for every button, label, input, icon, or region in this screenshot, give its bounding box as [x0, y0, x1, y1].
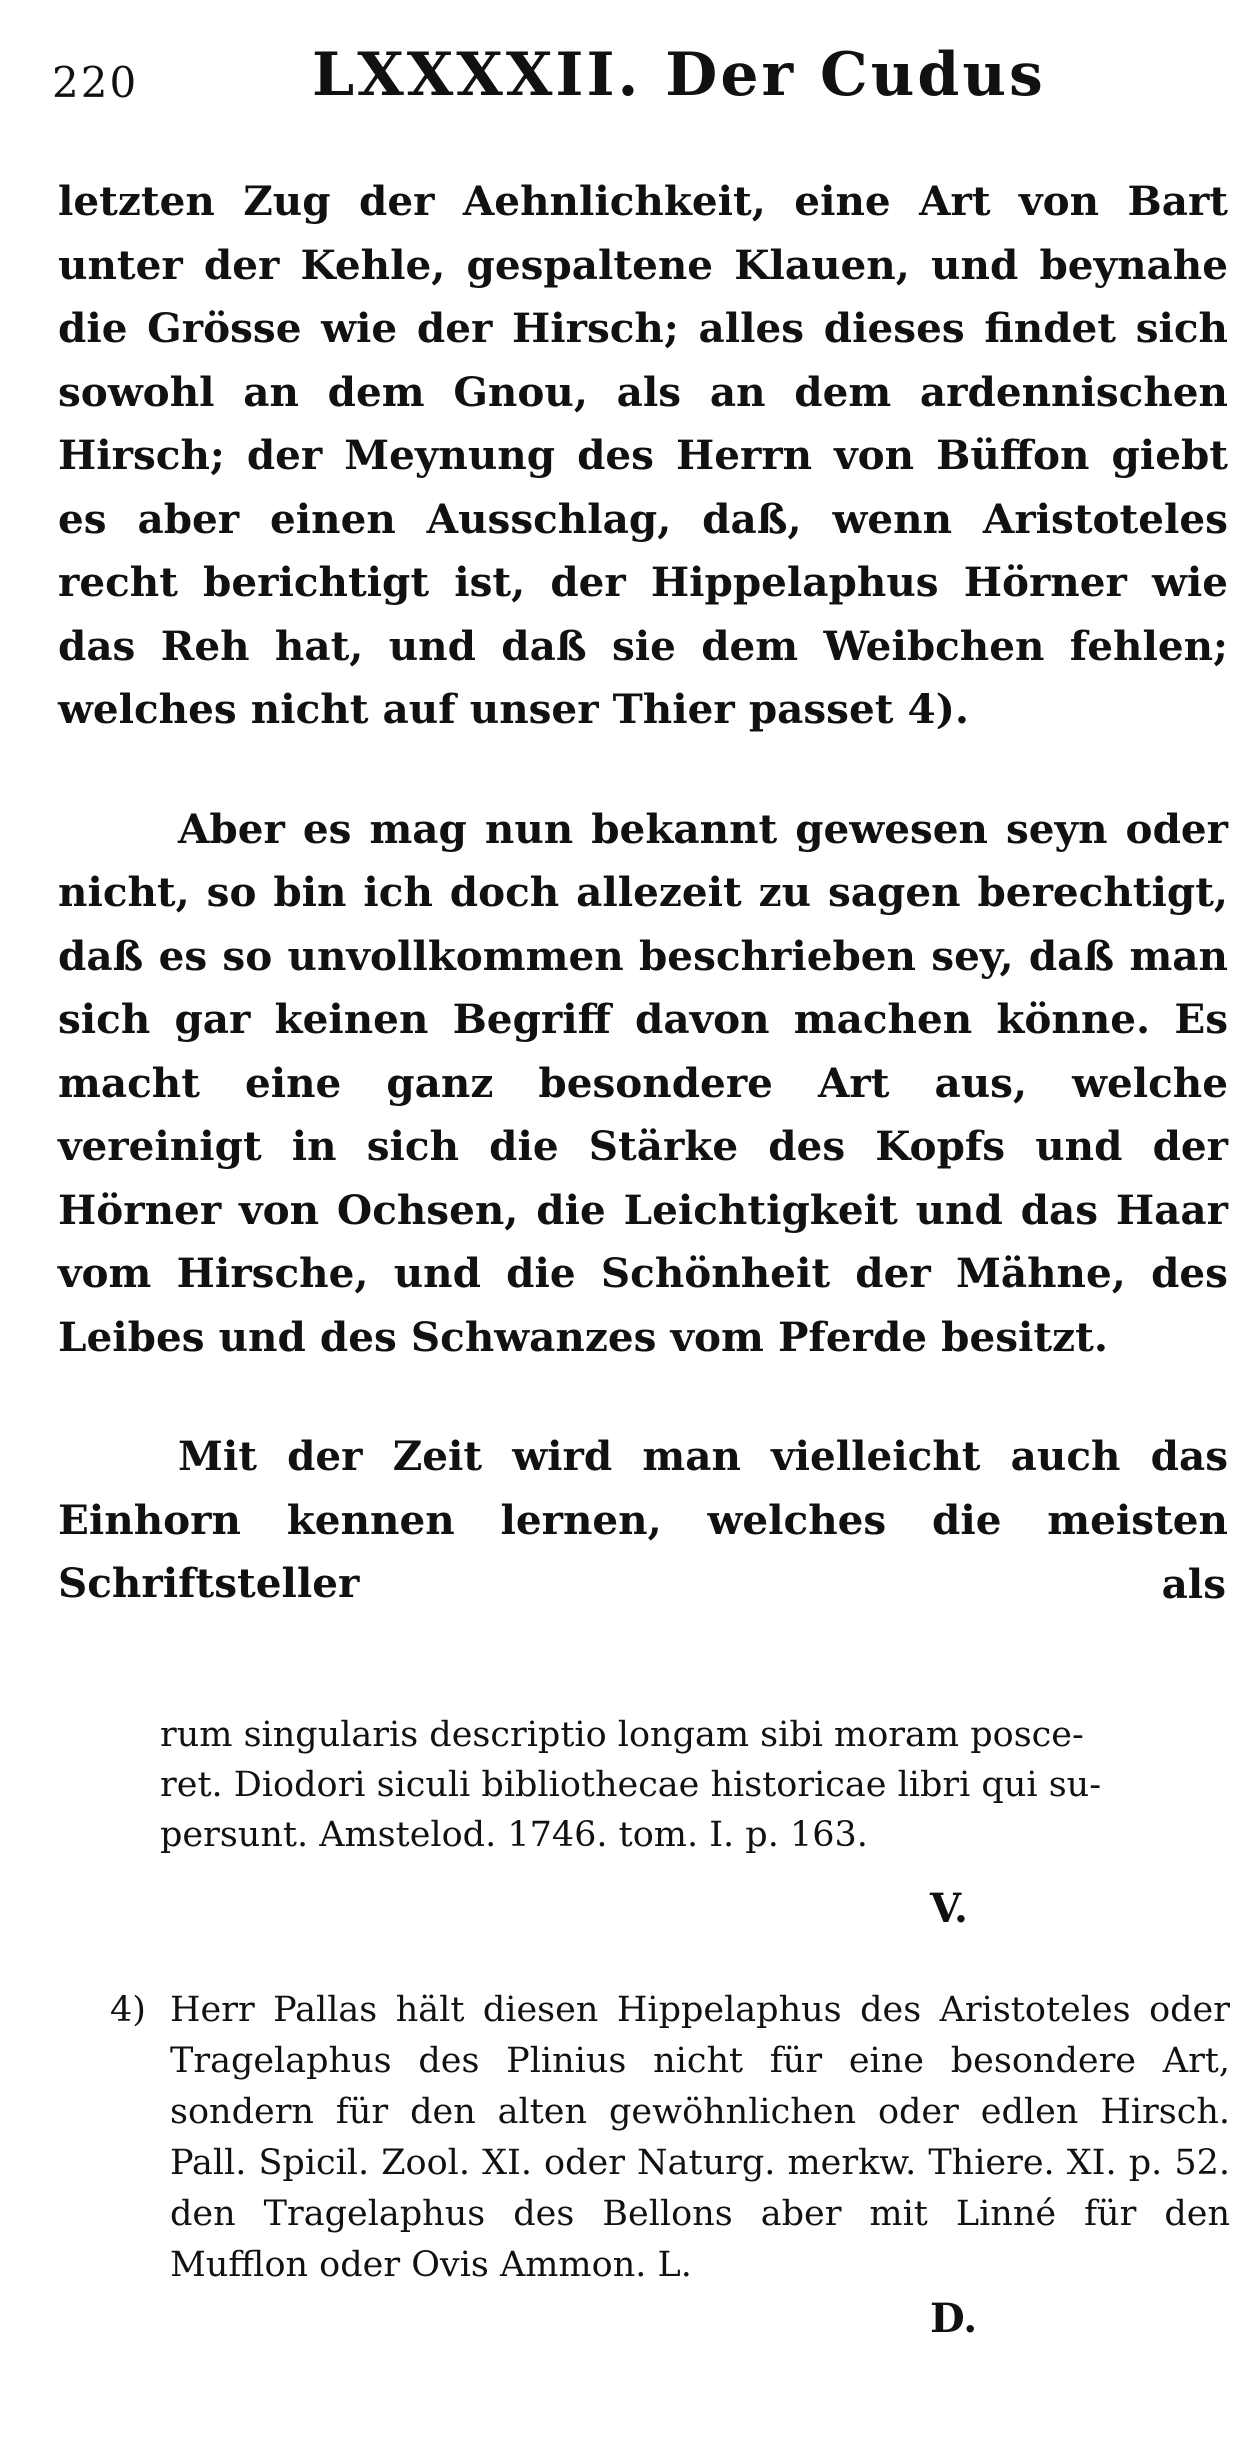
footnote-signature: D. [930, 2295, 978, 2342]
footnote-line: persunt. Amstelod. 1746. tom. I. p. 163. [160, 1815, 868, 1855]
footnote-signature: V. [930, 1885, 968, 1932]
footnote-line: rum singularis descriptio longam sibi moram posce- [160, 1715, 1084, 1755]
footnote-line: ret. Diodori siculi bibliothecae historicae libri qui su- [160, 1765, 1102, 1805]
footnote-text: Herr Pallas hält diesen Hippelaphus des Aristoteles oder Tragelaphus des Plinius nicht für eine besondere Art, sondern für den alten gewöhnlichen oder edlen Hirsch. Pall. Spicil. Zool. XI. oder Naturg. merkw. Thiere. XI. p. 52. den Tragelaphus des Bellons aber mit Linné für den Mufflon oder Ovis Ammon. L. [170, 1990, 1230, 2285]
footnote-4 [110, 1985, 1230, 2291]
paragraph-3: Mit der Zeit wird man vielleicht auch das Einhorn kennen lernen, welches die meisten Schriftsteller [58, 1432, 1228, 1607]
main-text [58, 170, 1228, 1616]
paragraph-2: Aber es mag nun bekannt gewesen seyn oder nicht, so bin ich doch allezeit zu sagen berechtigt, daß es so unvollkommen beschrieben sey, daß man sich gar keinen Begriff davon machen könne. Es macht eine ganz besondere Art aus, welche vereinigt in sich die Stärke des Kopfs und der Hörner von Ochsen, die Leichtigkeit und das Haar vom Hirsche, und die Schönheit der Mähne, des Leibes und des Schwanzes vom Pferde besitzt. [58, 804, 1228, 1361]
page-number: 220 [52, 58, 139, 107]
footnote-continuation [160, 1710, 1220, 1860]
paragraph-1: letzten Zug der Aehnlichkeit, eine Art von Bart unter der Kehle, gespaltene Klauen, und beynahe die Grösse wie der Hirsch; alles dieses findet sich sowohl an dem Gnou, als an dem ardennischen Hirsch; der Meynung des Herrn von Büffon giebt es aber einen Ausschlag, daß, wenn Aristoteles recht berichtigt ist, der Hippelaphus Hörner wie das Reh hat, und daß sie dem Weibchen fehlen; welches nicht auf unser Thier passet 4). [58, 177, 1228, 733]
page-header [52, 40, 1212, 120]
running-title: LXXXXII. Der Cudus [312, 40, 1046, 110]
footnote-number: 4) [110, 1990, 146, 2030]
catchword: als [1161, 1560, 1226, 1608]
